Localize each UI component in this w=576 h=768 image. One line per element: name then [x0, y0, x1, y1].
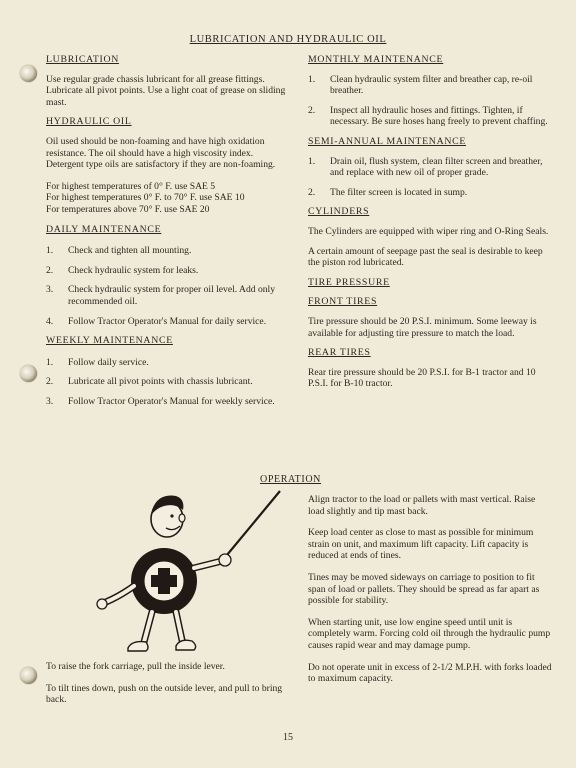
temp-grade-2: For highest temperatures 0° F. to 70° F. use SAE 10: [46, 192, 245, 204]
item-text: Follow Tractor Operator's Manual for weekly service.: [68, 395, 275, 407]
item-text: Follow daily service.: [68, 356, 149, 368]
lubrication-text: Use regular grade chassis lubricant for all grease fittings. Lubricate all pivot points. Use a light coat of grease on sliding mast.: [46, 73, 286, 108]
daily-item: [46, 245, 292, 257]
temp-grade-3: For temperatures above 70° F. use SAE 20: [46, 203, 210, 215]
front-tires-text: Tire pressure should be 20 P.S.I. minimum. Some leeway is available for adjusting tire pressure to match the load.: [308, 315, 537, 339]
daily-item: [46, 316, 292, 328]
rear-tires-text: Rear tire pressure should be 20 P.S.I. for B-1 tractor and 10 P.S.I. for B-10 tractor.: [308, 366, 536, 390]
item-number: 1.: [308, 73, 316, 85]
item-text: Check hydraulic system for proper oil level. Add only recommended oil.: [68, 284, 276, 307]
operation-heading: OPERATION: [260, 474, 321, 485]
binder-hole-bottom: [20, 667, 37, 684]
operation-paragraph: When starting unit, use low engine speed until unit is completely warm. Forcing cold oil through the hydraulic pump causes rapid wear and may damage pump.: [308, 616, 551, 651]
monthly-maintenance-heading: MONTHLY MAINTENANCE: [308, 54, 444, 65]
weekly-maintenance-heading: WEEKLY MAINTENANCE: [46, 335, 173, 347]
monthly-item: [308, 74, 553, 97]
item-number: 3.: [46, 395, 54, 407]
item-text: The filter screen is located in sump.: [330, 186, 468, 198]
item-number: 1.: [46, 245, 54, 257]
right-column: [308, 54, 553, 398]
item-number: 2.: [46, 376, 54, 388]
item-number: 2.: [46, 264, 54, 276]
item-text: Lubricate all pivot points with chassis lubricant.: [68, 376, 253, 388]
operation-paragraph: To tilt tines down, push on the outside lever, and pull to bring back.: [46, 682, 283, 706]
item-number: 2.: [308, 186, 316, 198]
cylinders-text-2: A certain amount of seepage past the seal is desirable to keep the piston rod lubricated.: [308, 245, 543, 269]
operation-paragraph: To raise the fork carriage, pull the inside lever.: [46, 661, 225, 672]
item-text: Drain oil, flush system, clean filter screen and breather, and replace with new oil of proper grade.: [330, 155, 543, 179]
front-tires-heading: FRONT TIRES: [308, 296, 378, 308]
semi-annual-item: [308, 187, 553, 199]
item-number: 3.: [46, 284, 54, 296]
operation-paragraph: Tines may be moved sideways on carriage to position to fit span of load or pallets. They should be spread as far apart as possible for stability.: [308, 571, 540, 607]
weekly-item: [46, 357, 292, 369]
lubrication-heading: LUBRICATION: [46, 54, 120, 65]
cylinders-heading: CYLINDERS: [308, 206, 370, 218]
item-text: Follow Tractor Operator's Manual for daily service.: [68, 315, 267, 327]
semi-annual-heading: SEMI-ANNUAL MAINTENANCE: [308, 135, 467, 147]
item-number: 1.: [308, 155, 316, 167]
hydraulic-oil-heading: HYDRAULIC OIL: [46, 116, 132, 128]
operation-paragraph: Align tractor to the load or pallets with mast vertical. Raise load slightly and tip mast back.: [308, 494, 536, 517]
item-text: Check and tighten all mounting.: [68, 245, 192, 257]
binder-hole-top: [20, 65, 37, 82]
item-number: 4.: [46, 315, 54, 327]
item-number: 1.: [46, 356, 54, 368]
daily-maintenance-heading: DAILY MAINTENANCE: [46, 223, 162, 235]
item-text: Inspect all hydraulic hoses and fittings. Tighten, if necessary. Be sure hoses hang freely to prevent chaffing.: [330, 104, 548, 128]
operation-left-text: [46, 661, 296, 714]
page-number: 15: [283, 732, 293, 743]
semi-annual-item: [308, 156, 553, 179]
daily-item: [46, 284, 292, 307]
weekly-item: [46, 376, 292, 388]
temperature-grades: [46, 181, 292, 216]
left-column: [46, 54, 292, 415]
tire-pressure-heading: TIRE PRESSURE: [308, 276, 390, 288]
tire-mascot-illustration: [92, 488, 292, 658]
hydraulic-oil-text: Oil used should be non-foaming and have high oxidation resistance. The oil should have a high viscosity index. Detergent type oils are satisfactory if they are non-foaming.: [46, 135, 276, 171]
item-text: Clean hydraulic system filter and breather cap, re-oil breather.: [330, 73, 533, 97]
item-text: Check hydraulic system for leaks.: [68, 264, 199, 276]
operation-paragraph: Do not operate unit in excess of 2-1/2 M.P.H. with forks loaded to maximum capacity.: [308, 661, 552, 685]
rear-tires-heading: REAR TIRES: [308, 347, 371, 359]
operation-right-text: [308, 494, 553, 693]
binder-hole-middle: [20, 365, 37, 382]
operation-paragraph: Keep load center as close to mast as possible for minimum strain on unit, and maximum lift capacity. Lift capacity is reduced at ends of tines.: [308, 527, 534, 562]
item-number: 2.: [308, 104, 316, 116]
temp-grade-1: For highest temperatures of 0° F. use SAE 5: [46, 180, 216, 192]
monthly-item: [308, 105, 553, 128]
page-title: LUBRICATION AND HYDRAULIC OIL: [189, 34, 387, 45]
weekly-item: [46, 396, 292, 408]
cylinders-text-1: The Cylinders are equipped with wiper ring and O-Ring Seals.: [308, 225, 549, 237]
daily-item: [46, 265, 292, 277]
